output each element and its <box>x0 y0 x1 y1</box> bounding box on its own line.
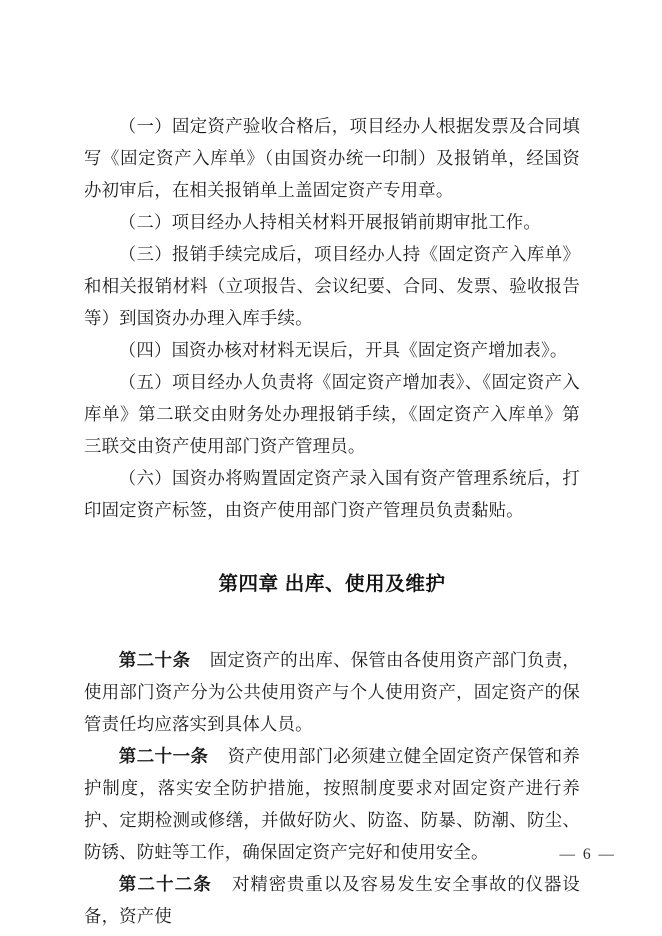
list-item-4: （四）国资办核对材料无误后，开具《固定资产增加表》。 <box>118 340 568 360</box>
article-21-marker: 第二十一条 <box>118 746 209 766</box>
list-item-2: （二）项目经办人持相关材料开展报销前期审批工作。 <box>118 212 541 232</box>
heading-bottom-spacer <box>84 600 580 644</box>
page-number: — 6 — <box>559 846 616 863</box>
article-20 <box>84 644 580 740</box>
article-22-marker: 第二十二条 <box>118 874 213 894</box>
list-item-6: （六）国资办将购置固定资产录入国有资产管理系统后，打印固定资产标签，由资产使用部门资产管理员负责黏贴。 <box>84 468 580 520</box>
list-item-5: （五）项目经办人负责将《固定资产增加表》、《固定资产入库单》第二联交由财务处办理报销手续，《固定资产入库单》第三联交由资产使用部门资产管理员。 <box>84 372 580 456</box>
page-content-body <box>84 110 580 932</box>
article-21-text: 资产使用部门必须建立健全固定资产保管和养护制度，落实安全防护措施，按照制度要求对固定资产进行养护、定期检测或修缮，并做好防火、防盗、防暴、防潮、防尘、防锈、防蛀等工作，确保固定资产完好和使用安全。 <box>84 746 580 862</box>
list-item-3: （三）报销手续完成后，项目经办人持《固定资产入库单》和相关报销材料（立项报告、会议纪要、合同、发票、验收报告等）到国资办办理入库手续。 <box>84 244 580 328</box>
article-22-text: 对精密贵重以及容易发生安全事故的仪器设备，资产使 <box>84 874 580 926</box>
chapter-heading: 第四章 出库、使用及维护 <box>218 573 446 595</box>
heading-top-spacer <box>84 526 580 568</box>
article-22 <box>84 868 580 932</box>
article-20-text: 固定资产的出库、保管由各使用资产部门负责，使用部门资产分为公共使用资产与个人使用资产，固定资产的保管责任均应落实到具体人员。 <box>84 650 580 734</box>
list-item-1: （一）固定资产验收合格后，项目经办人根据发票及合同填写《固定资产入库单》（由国资办统一印制）及报销单，经国资办初审后，在相关报销单上盖固定资产专用章。 <box>84 116 580 200</box>
article-20-marker: 第二十条 <box>118 650 191 670</box>
